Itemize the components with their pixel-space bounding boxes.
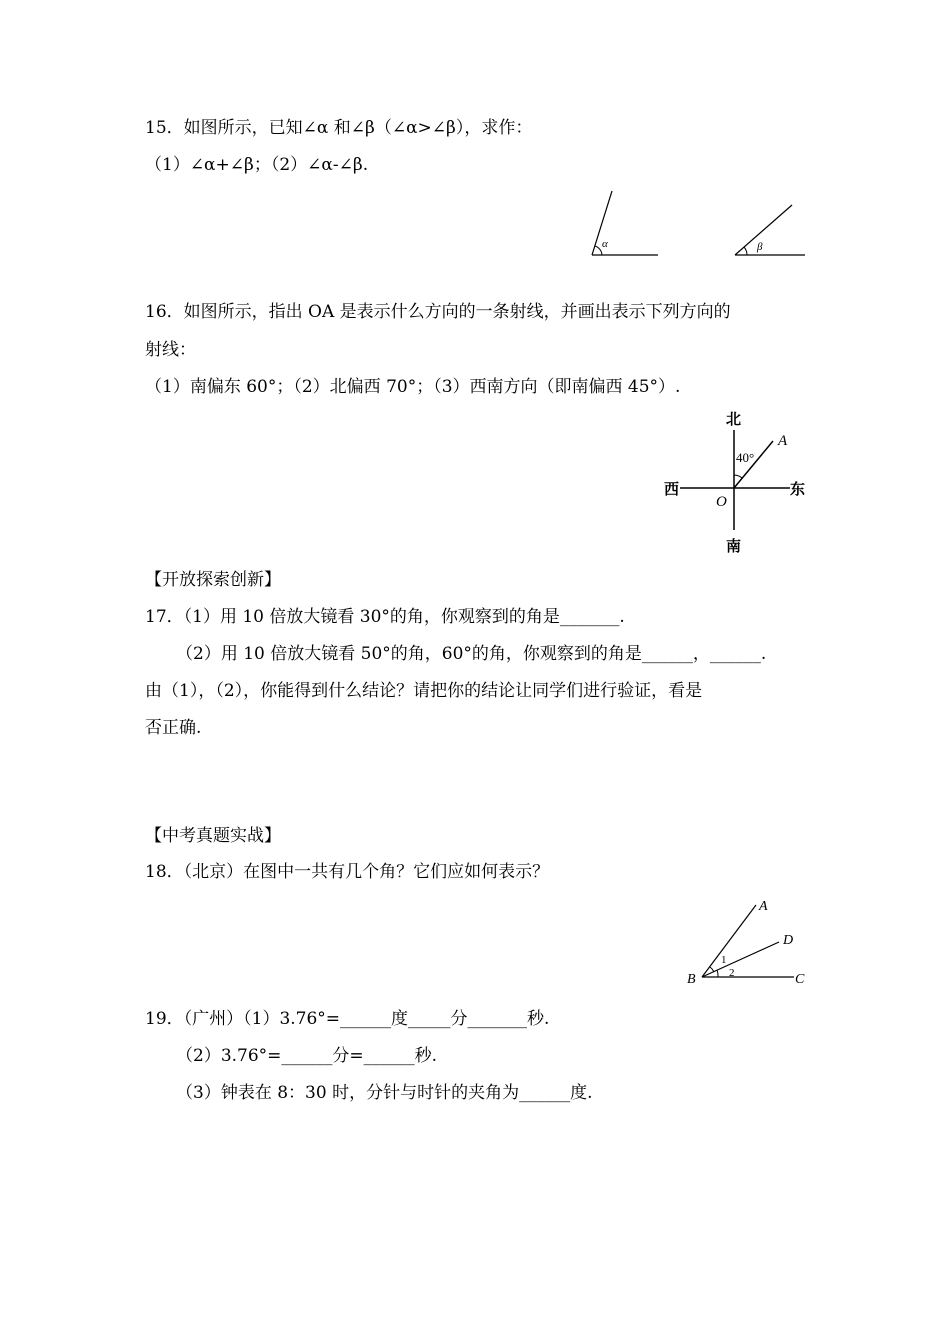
q16-line1: 16．如图所示，指出 OA 是表示什么方向的一条射线，并画出表示下列方向的 [145,302,731,322]
q19-line2: （2）3.76°=______分=______秒. [176,1046,438,1066]
q19-line3: （3）钟表在 8：30 时，分针与时针的夹角为______度. [176,1083,593,1103]
compass-figure [660,405,820,555]
beta-label: β [757,241,763,253]
beta-side-slanted [735,205,792,255]
section-exam-heading: 【中考真题实战】 [145,826,281,846]
ray-a-label: A [778,433,788,449]
alpha-arc [595,246,602,255]
origin-label: O [716,494,727,510]
beta-arc [744,247,747,255]
q17-line3: 由（1），（2），你能得到什么结论？请把你的结论让同学们进行验证，看是 [145,681,703,701]
point-d-label: D [783,933,794,948]
south-label: 南 [726,539,742,555]
section-open-heading: 【开放探索创新】 [145,570,281,590]
q16-line3: （1）南偏东 60°；（2）北偏西 70°；（3）西南方向（即南偏西 45°）. [145,377,681,397]
q19-line1: 19．（广州）（1）3.76°=______度_____分_______秒. [145,1009,550,1029]
q15-line2: （1）∠α+∠β；（2）∠α-∠β. [145,155,369,175]
q16-line2: 射线： [145,340,196,360]
west-label: 西 [664,482,680,498]
angle-2-label: 2 [729,967,735,979]
angle-40-label: 40° [736,450,755,465]
q18-angles-figure [680,890,810,995]
point-b-label: B [687,972,696,987]
angle-1-arc [710,967,714,972]
east-label: 东 [790,482,806,498]
angle-40-arc [734,475,742,478]
q17-line4: 否正确. [145,718,202,738]
q17-line2: （2）用 10 倍放大镜看 50°的角，60°的角，你观察到的角是______，______. [176,644,767,664]
point-c-label: C [795,972,805,987]
alpha-label: α [602,238,608,250]
angle-2-arc [717,970,718,977]
q17-line1: 17．（1）用 10 倍放大镜看 30°的角，你观察到的角是_______. [145,607,625,627]
point-a-label: A [759,899,768,914]
angle-1-label: 1 [721,954,727,966]
q15-angles-figure [580,185,820,265]
q15-line1: 15．如图所示，已知∠α 和∠β（∠α>∠β），求作： [145,118,533,138]
north-label: 北 [726,412,742,428]
q18-line1: 18．（北京）在图中一共有几个角？它们应如何表示？ [145,862,550,882]
